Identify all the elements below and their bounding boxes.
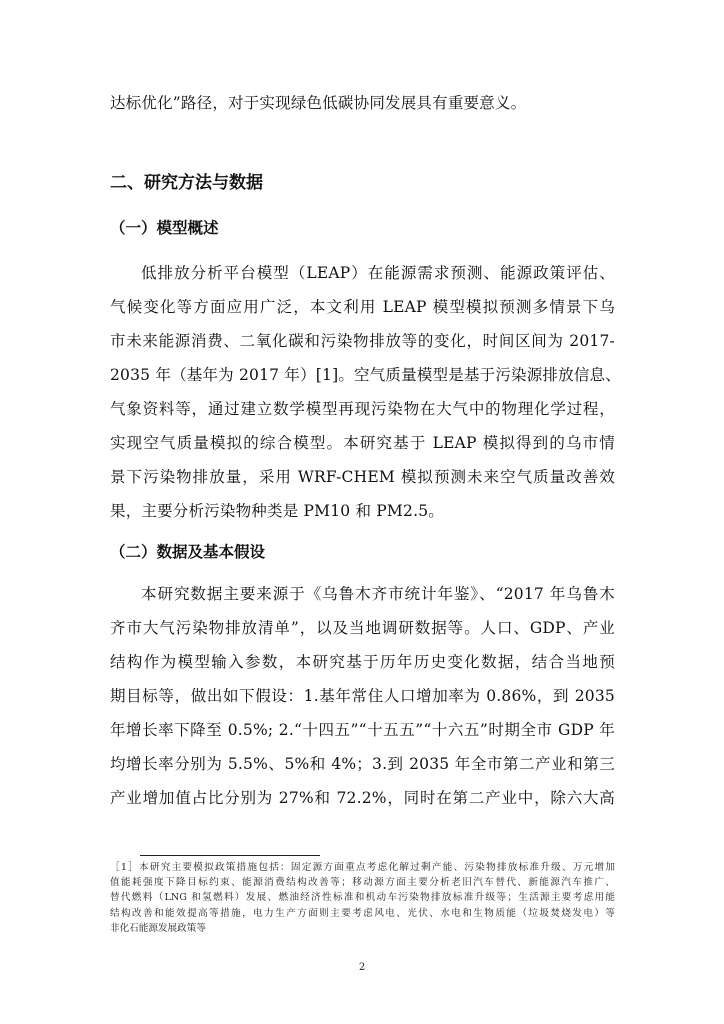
text-line: 产业增加值占比分别为 27%和 72.2%，同时在第二产业中，除六大高 [110, 789, 615, 807]
page-number: 2 [358, 962, 366, 973]
text-line: 实现空气质量模拟的综合模型。本研究基于 LEAP 模拟得到的乌市情 [110, 434, 615, 452]
subsection-title-model-overview: （一）模型概述 [110, 219, 219, 237]
footnote-line: 值能耗强度下降目标约束、能源消费结构改善等；移动源方面主要分析老旧汽车替代、新能源汽车推广、 [110, 877, 615, 889]
footnote-line: 替代燃料（LNG 和氢燃料）发展、燃油经济性标准和机动车污染物排放标准升级等；生活源主要考虑用能 [110, 892, 615, 904]
text-line: 低排放分析平台模型（LEAP）在能源需求预测、能源政策评估、 [141, 264, 615, 282]
section-title: 二、研究方法与数据 [110, 173, 263, 193]
text-line: 均增长率分别为 5.5%、5%和 4%；3.到 2035 年全市第二产业和第三 [110, 755, 615, 773]
text-line: 气候变化等方面应用广泛，本文利用 LEAP 模型模拟预测多情景下乌 [110, 298, 615, 316]
subsection-heading-2 [110, 535, 615, 569]
text-line: 本研究数据主要来源于《乌鲁木齐市统计年鉴》、“2017 年乌鲁木 [141, 585, 615, 603]
body-text [110, 86, 615, 120]
section-heading [110, 166, 615, 200]
footnote-divider [140, 855, 320, 856]
footnote-line: 非化石能源发展政策等 [110, 922, 206, 934]
text-line: 2035 年（基年为 2017 年）[1]。空气质量模型是基于污染源排放信息、 [110, 366, 621, 384]
paragraph-data-assumptions [110, 577, 615, 815]
subsection-title-data-assumptions: （二）数据及基本假设 [110, 543, 266, 561]
text-line: 年增长率下降至 0.5%; 2.“十四五”“十五五”“十六五”时期全市 GDP 年 [110, 721, 615, 739]
text-line: 果，主要分析污染物种类是 PM10 和 PM2.5。 [110, 502, 444, 520]
footnote-line: 结构改善和能效提高等措施，电力生产方面则主要考虑风电、光伏、水电和生物质能（垃圾焚烧发电）等 [110, 907, 615, 919]
text-line: 气象资料等，通过建立数学模型再现污染物在大气中的物理化学过程， [110, 400, 615, 418]
subsection-heading-1 [110, 211, 615, 245]
footnote-line: ［1］本研究主要模拟政策措施包括：固定源方面重点考虑化解过剩产能、污染物排放标准升级、万元增加 [110, 862, 615, 873]
footnote [110, 860, 615, 936]
text-line: 景下污染物排放量，采用 WRF-CHEM 模拟预测未来空气质量改善效 [110, 468, 615, 486]
text-line: 结构作为模型输入参数，本研究基于历年历史变化数据，结合当地预 [110, 653, 615, 671]
text-line: 市未来能源消费、二氧化碳和污染物排放等的变化，时间区间为 2017- [110, 332, 615, 350]
text-line: 期目标等，做出如下假设：1.基年常住人口增加率为 0.86%，到 2035 [110, 687, 615, 705]
paragraph-model-overview [110, 256, 621, 528]
text-line: 齐市大气污染物排放清单”，以及当地调研数据等。人口、GDP、产业 [110, 619, 615, 637]
paragraph-continuation: 达标优化”路径，对于实现绿色低碳协同发展具有重要意义。 [110, 94, 527, 112]
